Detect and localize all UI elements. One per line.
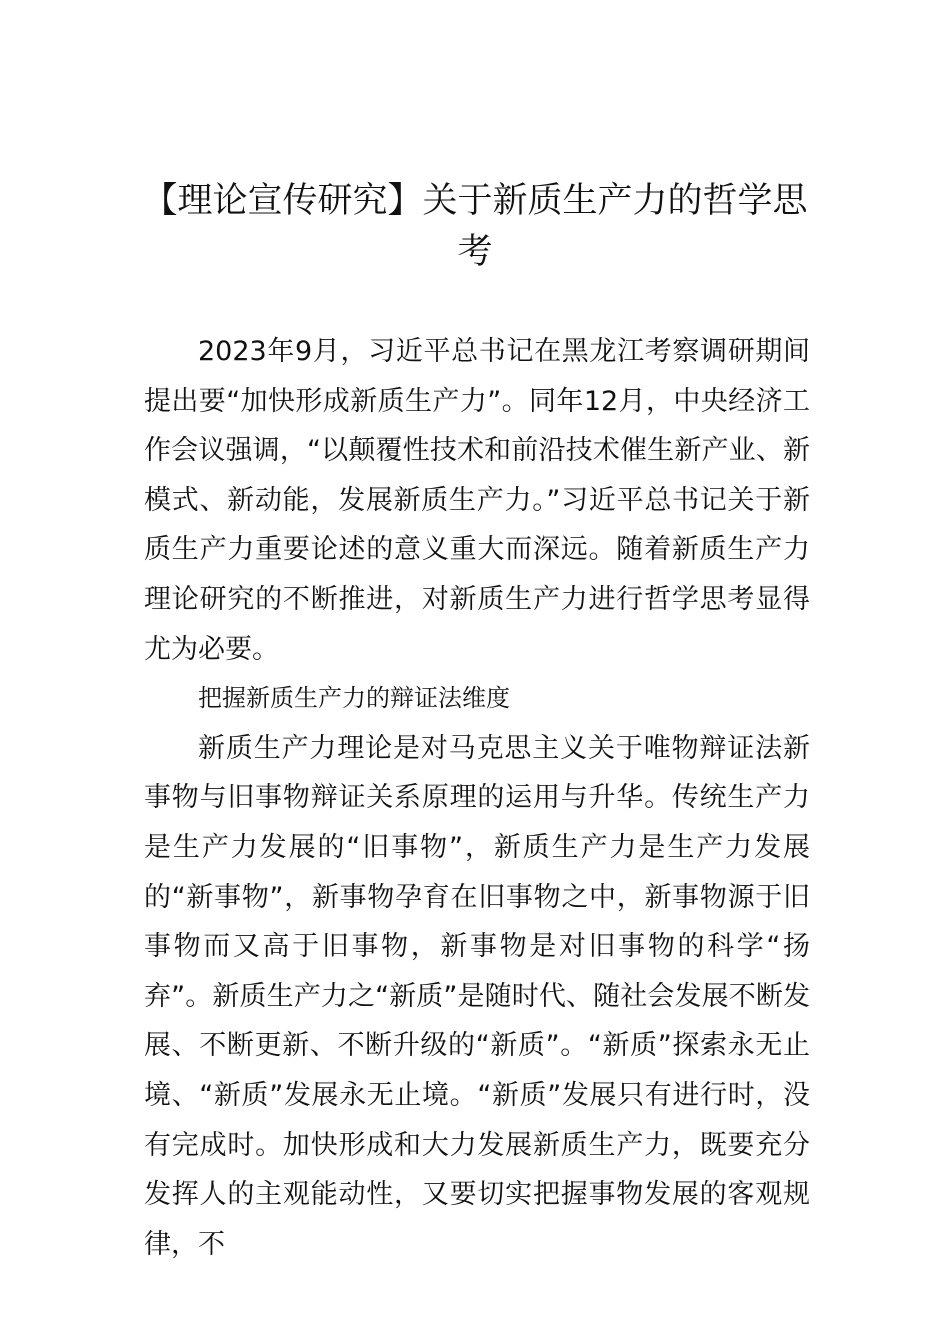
document-title: 【理论宣传研究】关于新质生产力的哲学思考: [142, 181, 808, 272]
intro-paragraph: 2023年9月，习近平总书记在黑龙江考察调研期间提出要“加快形成新质生产力”。同年12月，中央经济工作会议强调，“以颠覆性技术和前沿技术催生新产业、新模式、新动能，发展新质生产力。”习近平总书记关于新质生产力重要论述的意义重大而深远。随着新质生产力理论研究的不断推进，对新质生产力进行哲学思考显得尤为必要。: [144, 336, 810, 665]
section-paragraph: 新质生产力理论是对马克思主义关于唯物辩证法新事物与旧事物辩证关系原理的运用与升华。传统生产力是生产力发展的“旧事物”，新质生产力是生产力发展的“新事物”，新事物孕育在旧事物之中，新事物源于旧事物而又高于旧事物，新事物是对旧事物的科学“扬弃”。新质生产力之“新质”是随时代、随社会发展不断发展、不断更新、不断升级的“新质”。“新质”探索永无止境、“新质”发展永无止境。“新质”发展只有进行时，没有完成时。加快形成和大力发展新质生产力，既要充分发挥人的主观能动性，又要切实把握事物发展的客观规律，不: [144, 732, 810, 1260]
document-body: [144, 327, 810, 1269]
section-heading: 把握新质生产力的辩证法维度: [198, 684, 510, 713]
